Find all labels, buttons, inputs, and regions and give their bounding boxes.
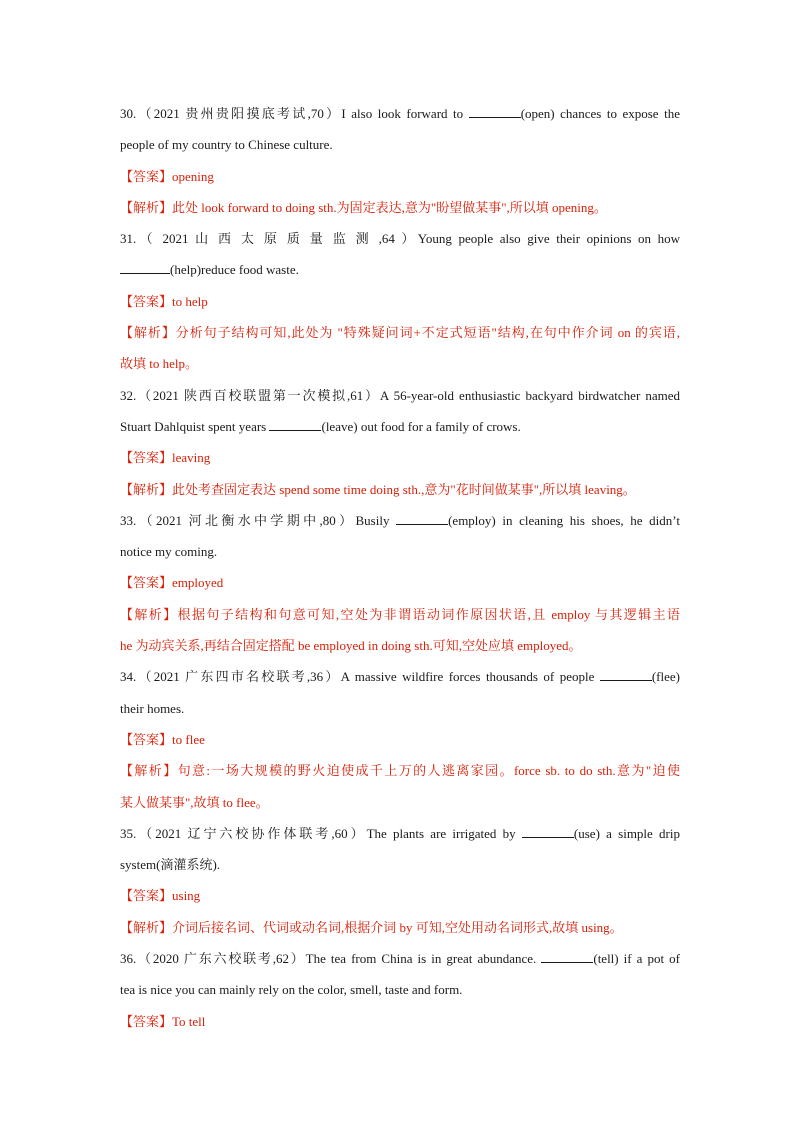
question-source: （2020 广东六校联考,62）: [136, 951, 306, 967]
question-number: 35.: [120, 825, 137, 841]
question-31-line-2: [120, 254, 680, 285]
answer-tag: 【答案】: [120, 450, 173, 466]
question-33-line-1: [120, 505, 680, 536]
question-number: 34.: [120, 669, 137, 685]
answer-tag: 【答案】: [120, 575, 173, 591]
answer-blank: [269, 418, 321, 431]
analysis-text: 介词后接名词、代词或动名词,根据介词 by 可知,空处用动名词形式,故填 using。: [172, 919, 623, 935]
question-text: (employ) in cleaning his shoes, he didn’t: [448, 512, 680, 528]
question-36-line-2: [120, 974, 680, 1005]
analysis-31-line-2: [120, 348, 680, 379]
answer-tag: 【答案】: [120, 293, 173, 309]
question-35-line-1: [120, 818, 680, 849]
question-text: The plants are irrigated by: [366, 825, 522, 841]
question-text: notice my coming.: [120, 544, 218, 560]
analysis-text: 根据句子结构和句意可知,空处为非谓语动词作原因状语,且 employ 与其逻辑主语: [177, 606, 680, 622]
answer-35: [120, 880, 680, 911]
analysis-tag: 【解析】: [120, 325, 176, 341]
question-source: （2021 河北衡水中学期中,80）: [136, 512, 356, 528]
analysis-33-line-1: [120, 599, 680, 630]
answer-blank: [541, 950, 593, 963]
answer-blank: [600, 668, 652, 681]
analysis-tag: 【解析】: [120, 763, 178, 779]
question-text: tea is nice you can mainly rely on the color, smell, taste and form.: [120, 982, 463, 998]
question-text: (open) chances to expose the: [520, 106, 680, 121]
question-text: A 56-year-old enthusiastic backyard birdwatcher named: [379, 387, 680, 403]
question-35-line-2: [120, 849, 680, 880]
question-text: Stuart Dahlquist spent years: [120, 418, 270, 434]
answer-tag: 【答案】: [120, 888, 173, 904]
analysis-text: 此处考查固定表达 spend some time doing sth.,意为"花时间做某事",所以填 leaving。: [172, 481, 636, 497]
answer-tag: 【答案】: [120, 168, 173, 184]
answer-blank: [120, 261, 170, 274]
question-source: （2021 贵州贵阳摸底考试,70）: [136, 106, 342, 121]
question-31-line-1: [120, 223, 680, 254]
answer-blank: [396, 512, 448, 525]
question-number: 30.: [120, 106, 137, 121]
question-number: 33.: [120, 512, 137, 528]
question-text: A massive wildfire forces thousands of people: [340, 669, 600, 685]
answer-blank: [522, 825, 574, 838]
analysis-text: he 为动宾关系,再结合固定搭配 be employed in doing sth.可知,空处应填 employed。: [120, 638, 582, 654]
analysis-text: 句意:一场大规模的野火迫使成千上万的人逃离家园。force sb. to do sth.意为"迫使: [177, 763, 680, 779]
question-number: 36.: [120, 951, 137, 967]
question-text: (help)reduce food waste.: [170, 262, 299, 278]
question-text: Busily: [355, 512, 397, 528]
analysis-tag: 【解析】: [120, 481, 173, 497]
question-30-line-1: [120, 98, 680, 129]
analysis-tag: 【解析】: [120, 606, 178, 622]
question-source: （ 2021 山 西 太 原 质 量 监 测 ,64 ）: [136, 231, 418, 247]
answer-value: employed: [172, 575, 224, 591]
question-source: （2021 陕西百校联盟第一次模拟,61）: [136, 387, 380, 403]
question-number: 32.: [120, 387, 137, 403]
analysis-34-line-1: [120, 755, 680, 786]
question-32-line-1: [120, 380, 680, 411]
analysis-33-line-2: [120, 630, 680, 661]
analysis-34-line-2: [120, 787, 680, 818]
answer-32: [120, 442, 680, 473]
question-text: system(滴灌系统).: [120, 857, 221, 873]
question-text: their homes.: [120, 700, 185, 716]
answer-tag: 【答案】: [120, 731, 173, 747]
question-number: 31.: [120, 231, 137, 247]
answer-value: leaving: [172, 450, 211, 466]
answer-30: [120, 161, 680, 192]
analysis-31-line-1: [120, 317, 680, 348]
answer-33: [120, 567, 680, 598]
answer-value: opening: [172, 168, 214, 184]
question-36-line-1: [120, 943, 680, 974]
answer-34: [120, 724, 680, 755]
question-text: (leave) out food for a family of crows.: [321, 418, 521, 434]
answer-blank: [469, 105, 521, 118]
analysis-text: 此处 look forward to doing sth.为固定表达,意为"盼望做某事",所以填 opening。: [172, 199, 607, 215]
analysis-30: [120, 192, 680, 223]
analysis-32: [120, 474, 680, 505]
answer-tag: 【答案】: [120, 1013, 173, 1029]
question-text: (use) a simple drip: [573, 825, 680, 841]
question-source: （2021 辽宁六校协作体联考,60）: [136, 825, 367, 841]
question-text: Young people also give their opinions on how: [417, 231, 680, 247]
question-text: I also look forward to: [341, 106, 469, 121]
analysis-text: 故填 to help。: [120, 356, 198, 372]
analysis-35: [120, 912, 680, 943]
question-text: The tea from China is in great abundance.: [305, 951, 542, 967]
analysis-text: 某人做某事",故填 to flee。: [120, 794, 269, 810]
question-34-line-2: [120, 693, 680, 724]
question-text: (tell) if a pot of: [593, 951, 680, 967]
analysis-tag: 【解析】: [120, 199, 173, 215]
analysis-text: 分析句子结构可知,此处为 "特殊疑问词+不定式短语"结构,在句中作介词 on 的宾语,: [175, 325, 680, 341]
question-30-line-2: [120, 129, 680, 160]
answer-value: to help: [172, 293, 208, 309]
answer-value: using: [172, 888, 201, 904]
question-32-line-2: [120, 411, 680, 442]
document-page: [120, 98, 680, 1037]
question-33-line-2: [120, 536, 680, 567]
question-34-line-1: [120, 661, 680, 692]
question-text: (flee): [651, 669, 680, 685]
question-source: （2021 广东四市名校联考,36）: [136, 669, 341, 685]
answer-value: To tell: [172, 1013, 206, 1029]
analysis-tag: 【解析】: [120, 919, 173, 935]
answer-36: [120, 1006, 680, 1037]
question-text: people of my country to Chinese culture.: [120, 137, 333, 153]
answer-value: to flee: [172, 731, 205, 747]
answer-31: [120, 286, 680, 317]
